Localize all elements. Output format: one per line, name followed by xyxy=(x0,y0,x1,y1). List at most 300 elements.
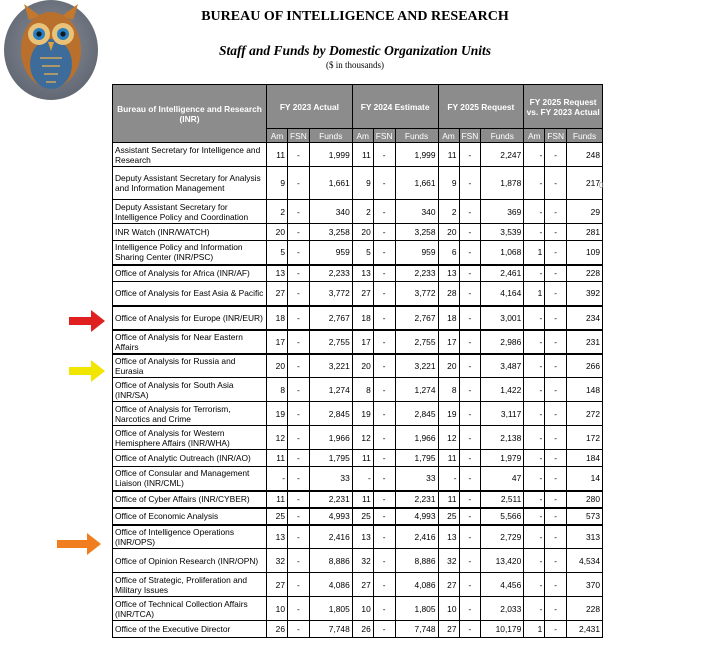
fsn-cell: - xyxy=(373,508,395,525)
am-cell: 28 xyxy=(438,282,459,306)
funds-cell: 248 xyxy=(567,143,603,167)
am-cell: - xyxy=(524,402,545,426)
funds-cell: 2,845 xyxy=(395,402,438,426)
fsn-cell: - xyxy=(545,354,567,378)
am-cell: 27 xyxy=(352,282,373,306)
red-arrow-icon xyxy=(67,308,107,334)
am-cell: 1 xyxy=(524,241,545,265)
am-cell: - xyxy=(524,354,545,378)
funds-cell: 33 xyxy=(309,467,352,491)
fsn-cell: - xyxy=(373,167,395,200)
am-cell: 19 xyxy=(352,402,373,426)
funds-cell: 1,966 xyxy=(309,426,352,450)
fy2025-request-header: FY 2025 Request xyxy=(438,85,524,129)
table-row xyxy=(113,597,603,621)
fsn-cell: - xyxy=(459,525,481,549)
fsn-cell: - xyxy=(459,224,481,241)
funds-cell: 1,966 xyxy=(395,426,438,450)
funds-cell: 2,767 xyxy=(309,306,352,330)
table-row xyxy=(113,143,603,167)
am-cell: 5 xyxy=(352,241,373,265)
table-row xyxy=(113,525,603,549)
funds-cell: 3,258 xyxy=(309,224,352,241)
am-cell: - xyxy=(524,200,545,224)
fsn-header: FSN xyxy=(373,129,395,143)
funds-cell: 2,033 xyxy=(481,597,524,621)
fsn-cell: - xyxy=(545,450,567,467)
fsn-cell: - xyxy=(288,549,310,573)
am-cell: 11 xyxy=(352,450,373,467)
fsn-cell: - xyxy=(288,467,310,491)
side-mark: 0 xyxy=(599,181,604,190)
am-cell: 13 xyxy=(267,265,288,282)
table-row xyxy=(113,491,603,508)
fy2024-estimate-header: FY 2024 Estimate xyxy=(352,85,438,129)
funds-cell: 2,755 xyxy=(395,330,438,354)
am-cell: 10 xyxy=(352,597,373,621)
am-header: Am xyxy=(524,129,545,143)
org-unit-name: Office of Analysis for Terrorism, Narcotics and Crime xyxy=(113,402,267,426)
funds-cell: 5,566 xyxy=(481,508,524,525)
funds-header: Funds xyxy=(309,129,352,143)
fsn-cell: - xyxy=(373,143,395,167)
bureau-title: BUREAU OF INTELLIGENCE AND RESEARCH xyxy=(201,9,509,24)
yellow-arrow-icon xyxy=(67,358,107,384)
fsn-cell: - xyxy=(545,597,567,621)
table-row xyxy=(113,508,603,525)
am-cell: 11 xyxy=(267,143,288,167)
am-cell: - xyxy=(524,597,545,621)
fsn-cell: - xyxy=(459,282,481,306)
fsn-cell: - xyxy=(545,200,567,224)
am-cell: 18 xyxy=(438,306,459,330)
am-cell: 1 xyxy=(524,282,545,306)
org-unit-name: INR Watch (INR/WATCH) xyxy=(113,224,267,241)
am-cell: - xyxy=(438,467,459,491)
fsn-cell: - xyxy=(288,306,310,330)
am-cell: - xyxy=(267,467,288,491)
funds-cell: 8,886 xyxy=(395,549,438,573)
am-cell: - xyxy=(524,508,545,525)
funds-cell: 3,117 xyxy=(481,402,524,426)
fsn-cell: - xyxy=(288,402,310,426)
am-cell: 13 xyxy=(438,525,459,549)
am-cell: - xyxy=(524,549,545,573)
funds-cell: 217 xyxy=(567,167,603,200)
am-cell: 27 xyxy=(267,282,288,306)
org-unit-name: Office of Analysis for Near Eastern Affairs xyxy=(113,330,267,354)
funds-cell: 1,422 xyxy=(481,378,524,402)
fsn-cell: - xyxy=(373,549,395,573)
fsn-cell: - xyxy=(459,167,481,200)
org-unit-name: Intelligence Policy and Information Sharing Center (INR/PSC) xyxy=(113,241,267,265)
funds-cell: 1,068 xyxy=(481,241,524,265)
table-row xyxy=(113,265,603,282)
funds-cell: 392 xyxy=(567,282,603,306)
funds-cell: 370 xyxy=(567,573,603,597)
fsn-cell: - xyxy=(288,597,310,621)
table-row xyxy=(113,549,603,573)
table-row xyxy=(113,224,603,241)
funds-cell: 369 xyxy=(481,200,524,224)
fsn-cell: - xyxy=(459,265,481,282)
funds-header: Funds xyxy=(481,129,524,143)
fsn-cell: - xyxy=(373,597,395,621)
funds-cell: 47 xyxy=(481,467,524,491)
fsn-cell: - xyxy=(288,241,310,265)
funds-cell: 184 xyxy=(567,450,603,467)
org-unit-name: Office of Intelligence Operations (INR/OPS) xyxy=(113,525,267,549)
fsn-cell: - xyxy=(373,621,395,638)
org-unit-name: Office of Analysis for East Asia & Pacific xyxy=(113,282,267,306)
funds-cell: 1,795 xyxy=(309,450,352,467)
funds-cell: 1,805 xyxy=(309,597,352,621)
funds-cell: 228 xyxy=(567,265,603,282)
fsn-cell: - xyxy=(288,573,310,597)
fsn-cell: - xyxy=(459,491,481,508)
am-cell: 8 xyxy=(267,378,288,402)
table-row xyxy=(113,354,603,378)
fsn-cell: - xyxy=(373,330,395,354)
funds-cell: 280 xyxy=(567,491,603,508)
funds-cell: 2,511 xyxy=(481,491,524,508)
funds-cell: 33 xyxy=(395,467,438,491)
am-cell: - xyxy=(524,573,545,597)
fsn-cell: - xyxy=(373,200,395,224)
fsn-cell: - xyxy=(373,282,395,306)
fsn-cell: - xyxy=(373,573,395,597)
org-unit-name: Office of Technical Collection Affairs (INR/TCA) xyxy=(113,597,267,621)
fsn-cell: - xyxy=(545,167,567,200)
am-cell: 26 xyxy=(267,621,288,638)
table-row xyxy=(113,426,603,450)
funds-cell: 7,748 xyxy=(309,621,352,638)
funds-cell: 231 xyxy=(567,330,603,354)
fsn-cell: - xyxy=(459,241,481,265)
funds-cell: 1,878 xyxy=(481,167,524,200)
funds-cell: 3,258 xyxy=(395,224,438,241)
funds-cell: 2,233 xyxy=(395,265,438,282)
funds-cell: 959 xyxy=(309,241,352,265)
funds-cell: 2,461 xyxy=(481,265,524,282)
funds-cell: 2,247 xyxy=(481,143,524,167)
fsn-cell: - xyxy=(545,525,567,549)
am-cell: - xyxy=(524,306,545,330)
funds-cell: 2,416 xyxy=(309,525,352,549)
am-cell: - xyxy=(524,143,545,167)
am-cell: 32 xyxy=(352,549,373,573)
am-cell: 19 xyxy=(438,402,459,426)
org-unit-name: Office of Strategic, Proliferation and Military Issues xyxy=(113,573,267,597)
funds-cell: 1,274 xyxy=(395,378,438,402)
fsn-cell: - xyxy=(288,450,310,467)
fsn-cell: - xyxy=(545,330,567,354)
am-cell: 13 xyxy=(267,525,288,549)
fsn-header: FSN xyxy=(545,129,567,143)
funds-cell: 1,795 xyxy=(395,450,438,467)
fsn-cell: - xyxy=(288,621,310,638)
am-header: Am xyxy=(438,129,459,143)
table-row xyxy=(113,467,603,491)
fy2023-actual-header: FY 2023 Actual xyxy=(267,85,353,129)
staff-funds-table xyxy=(112,84,603,638)
fy2025-vs-fy2023-header: FY 2025 Request vs. FY 2023 Actual xyxy=(524,85,603,129)
fsn-cell: - xyxy=(373,491,395,508)
funds-cell: 10,179 xyxy=(481,621,524,638)
funds-cell: 4,993 xyxy=(395,508,438,525)
org-unit-name: Office of Analysis for Russia and Eurasia xyxy=(113,354,267,378)
funds-cell: 3,539 xyxy=(481,224,524,241)
fsn-cell: - xyxy=(373,450,395,467)
fsn-cell: - xyxy=(288,491,310,508)
am-cell: - xyxy=(524,426,545,450)
fsn-cell: - xyxy=(545,265,567,282)
fsn-cell: - xyxy=(288,330,310,354)
am-cell: 1 xyxy=(524,621,545,638)
org-unit-name: Assistant Secretary for Intelligence and Research xyxy=(113,143,267,167)
fsn-cell: - xyxy=(459,426,481,450)
owl-logo-icon xyxy=(4,0,98,100)
org-unit-name: Deputy Assistant Secretary for Analysis and Information Management xyxy=(113,167,267,200)
org-unit-name: Office of Opinion Research (INR/OPN) xyxy=(113,549,267,573)
fsn-cell: - xyxy=(545,621,567,638)
fsn-cell: - xyxy=(288,354,310,378)
table-row xyxy=(113,573,603,597)
fsn-cell: - xyxy=(288,143,310,167)
am-cell: 26 xyxy=(352,621,373,638)
units-note: ($ in thousands) xyxy=(326,60,384,70)
funds-cell: 13,420 xyxy=(481,549,524,573)
fsn-cell: - xyxy=(373,467,395,491)
fsn-cell: - xyxy=(459,450,481,467)
funds-cell: 148 xyxy=(567,378,603,402)
funds-cell: 2,233 xyxy=(309,265,352,282)
am-cell: 27 xyxy=(267,573,288,597)
am-cell: 11 xyxy=(267,491,288,508)
am-cell: 20 xyxy=(438,224,459,241)
fsn-cell: - xyxy=(459,143,481,167)
funds-cell: 172 xyxy=(567,426,603,450)
am-cell: 27 xyxy=(438,621,459,638)
am-cell: - xyxy=(524,378,545,402)
fsn-cell: - xyxy=(288,224,310,241)
am-cell: 11 xyxy=(267,450,288,467)
funds-cell: 2,431 xyxy=(567,621,603,638)
funds-cell: 1,661 xyxy=(309,167,352,200)
am-cell: 18 xyxy=(267,306,288,330)
funds-cell: 340 xyxy=(395,200,438,224)
fsn-cell: - xyxy=(373,306,395,330)
funds-cell: 7,748 xyxy=(395,621,438,638)
funds-cell: 2,231 xyxy=(309,491,352,508)
table-row xyxy=(113,402,603,426)
funds-cell: 3,221 xyxy=(395,354,438,378)
fsn-cell: - xyxy=(373,525,395,549)
am-cell: 17 xyxy=(267,330,288,354)
fsn-cell: - xyxy=(459,200,481,224)
am-cell: 32 xyxy=(438,549,459,573)
fsn-cell: - xyxy=(545,306,567,330)
org-unit-name: Office of Analysis for Western Hemisphere Affairs (INR/WHA) xyxy=(113,426,267,450)
funds-cell: 959 xyxy=(395,241,438,265)
funds-cell: 4,534 xyxy=(567,549,603,573)
am-cell: - xyxy=(524,450,545,467)
funds-cell: 14 xyxy=(567,467,603,491)
funds-cell: 2,729 xyxy=(481,525,524,549)
table-row xyxy=(113,330,603,354)
fsn-cell: - xyxy=(459,402,481,426)
am-cell: 27 xyxy=(352,573,373,597)
am-cell: 11 xyxy=(438,491,459,508)
am-cell: - xyxy=(524,330,545,354)
fsn-cell: - xyxy=(373,224,395,241)
funds-cell: 3,772 xyxy=(395,282,438,306)
funds-cell: 313 xyxy=(567,525,603,549)
am-cell: 25 xyxy=(267,508,288,525)
funds-cell: 1,979 xyxy=(481,450,524,467)
funds-cell: 4,456 xyxy=(481,573,524,597)
am-cell: - xyxy=(524,224,545,241)
am-cell: 2 xyxy=(438,200,459,224)
fsn-cell: - xyxy=(459,330,481,354)
funds-cell: 3,221 xyxy=(309,354,352,378)
fsn-cell: - xyxy=(545,508,567,525)
am-cell: 32 xyxy=(267,549,288,573)
am-cell: 12 xyxy=(438,426,459,450)
am-cell: - xyxy=(352,467,373,491)
fsn-cell: - xyxy=(373,354,395,378)
fsn-cell: - xyxy=(373,265,395,282)
am-cell: 20 xyxy=(267,354,288,378)
am-cell: - xyxy=(524,525,545,549)
am-cell: 12 xyxy=(267,426,288,450)
funds-cell: 2,138 xyxy=(481,426,524,450)
am-cell: 13 xyxy=(352,525,373,549)
am-cell: 11 xyxy=(438,450,459,467)
fsn-cell: - xyxy=(545,282,567,306)
fsn-cell: - xyxy=(545,491,567,508)
funds-cell: 1,999 xyxy=(395,143,438,167)
funds-cell: 2,231 xyxy=(395,491,438,508)
am-cell: 25 xyxy=(352,508,373,525)
fsn-cell: - xyxy=(459,508,481,525)
org-unit-name: Office of Analytic Outreach (INR/AO) xyxy=(113,450,267,467)
table-row xyxy=(113,450,603,467)
fsn-cell: - xyxy=(459,354,481,378)
funds-cell: 8,886 xyxy=(309,549,352,573)
am-cell: 17 xyxy=(438,330,459,354)
orange-arrow-icon xyxy=(55,531,103,557)
org-unit-name: Office of Cyber Affairs (INR/CYBER) xyxy=(113,491,267,508)
am-cell: 10 xyxy=(267,597,288,621)
funds-cell: 2,845 xyxy=(309,402,352,426)
am-cell: - xyxy=(524,265,545,282)
am-cell: 20 xyxy=(438,354,459,378)
org-unit-name: Office of Analysis for Africa (INR/AF) xyxy=(113,265,267,282)
am-cell: 2 xyxy=(267,200,288,224)
funds-cell: 573 xyxy=(567,508,603,525)
am-cell: 27 xyxy=(438,573,459,597)
fsn-cell: - xyxy=(459,378,481,402)
fsn-header: FSN xyxy=(288,129,310,143)
am-cell: 20 xyxy=(352,224,373,241)
funds-cell: 109 xyxy=(567,241,603,265)
am-cell: - xyxy=(524,467,545,491)
table-row xyxy=(113,306,603,330)
fsn-cell: - xyxy=(459,549,481,573)
fsn-cell: - xyxy=(459,306,481,330)
funds-cell: 2,986 xyxy=(481,330,524,354)
fsn-cell: - xyxy=(288,167,310,200)
am-cell: - xyxy=(524,491,545,508)
table-row xyxy=(113,200,603,224)
funds-cell: 4,086 xyxy=(395,573,438,597)
am-cell: 9 xyxy=(438,167,459,200)
fsn-cell: - xyxy=(373,426,395,450)
am-cell: 11 xyxy=(352,143,373,167)
funds-cell: 4,993 xyxy=(309,508,352,525)
am-cell: 20 xyxy=(267,224,288,241)
funds-cell: 234 xyxy=(567,306,603,330)
funds-cell: 3,001 xyxy=(481,306,524,330)
am-cell: 13 xyxy=(438,265,459,282)
am-header: Am xyxy=(352,129,373,143)
am-cell: 25 xyxy=(438,508,459,525)
org-unit-name: Office of Economic Analysis xyxy=(113,508,267,525)
org-unit-name: Office of Analysis for Europe (INR/EUR) xyxy=(113,306,267,330)
funds-cell: 2,767 xyxy=(395,306,438,330)
org-unit-name: Office of Analysis for South Asia (INR/SA) xyxy=(113,378,267,402)
table-row xyxy=(113,378,603,402)
funds-cell: 3,487 xyxy=(481,354,524,378)
funds-cell: 1,999 xyxy=(309,143,352,167)
table-row xyxy=(113,241,603,265)
am-cell: 2 xyxy=(352,200,373,224)
am-cell: 11 xyxy=(438,143,459,167)
table-row xyxy=(113,167,603,200)
fsn-cell: - xyxy=(459,597,481,621)
am-cell: 9 xyxy=(267,167,288,200)
fsn-cell: - xyxy=(373,378,395,402)
fsn-cell: - xyxy=(288,426,310,450)
am-cell: 6 xyxy=(438,241,459,265)
fsn-cell: - xyxy=(459,621,481,638)
funds-cell: 1,661 xyxy=(395,167,438,200)
am-header: Am xyxy=(267,129,288,143)
am-cell: 11 xyxy=(352,491,373,508)
fsn-cell: - xyxy=(459,467,481,491)
funds-cell: 340 xyxy=(309,200,352,224)
am-cell: 20 xyxy=(352,354,373,378)
am-cell: 10 xyxy=(438,597,459,621)
fsn-cell: - xyxy=(545,143,567,167)
funds-cell: 3,772 xyxy=(309,282,352,306)
am-cell: 13 xyxy=(352,265,373,282)
fsn-cell: - xyxy=(373,241,395,265)
funds-header: Funds xyxy=(395,129,438,143)
fsn-cell: - xyxy=(288,378,310,402)
org-unit-name: Deputy Assistant Secretary for Intelligence Policy and Coordination xyxy=(113,200,267,224)
funds-cell: 266 xyxy=(567,354,603,378)
funds-cell: 1,805 xyxy=(395,597,438,621)
fsn-cell: - xyxy=(459,573,481,597)
am-cell: 5 xyxy=(267,241,288,265)
fsn-cell: - xyxy=(545,224,567,241)
funds-cell: 272 xyxy=(567,402,603,426)
fsn-cell: - xyxy=(373,402,395,426)
fsn-header: FSN xyxy=(459,129,481,143)
am-cell: 12 xyxy=(352,426,373,450)
